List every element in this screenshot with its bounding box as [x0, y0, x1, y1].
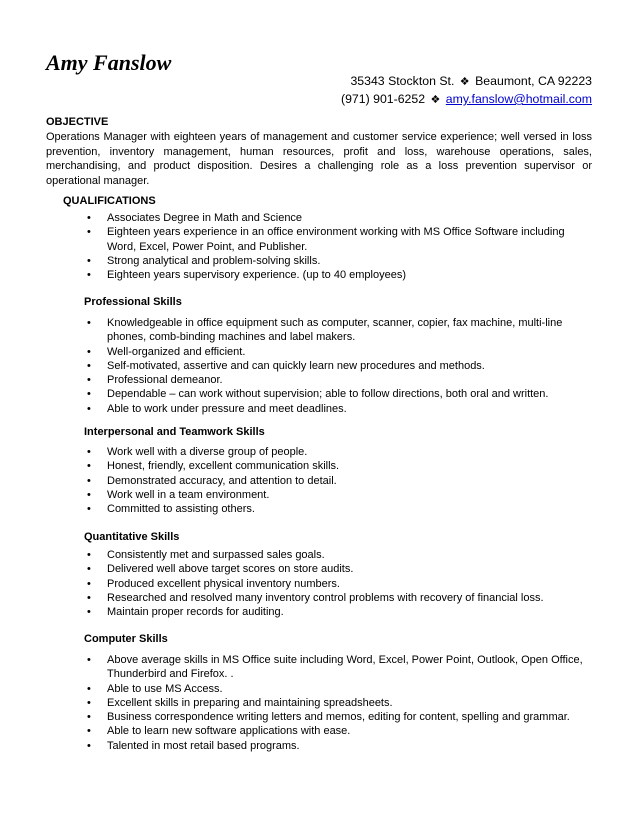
- city-state-zip: Beaumont, CA 92223: [475, 74, 592, 88]
- list-item: • Work well in a team environment.: [84, 488, 594, 502]
- list-item: • Consistently met and surpassed sales goals.: [84, 548, 594, 562]
- computer-skills-heading: Computer Skills: [84, 633, 168, 645]
- list-item: • Well-organized and efficient.: [84, 345, 594, 359]
- qualifications-heading: QUALIFICATIONS: [63, 195, 156, 207]
- email-link[interactable]: amy.fanslow@hotmail.com: [445, 92, 592, 106]
- list-item: • Demonstrated accuracy, and attention to detail.: [84, 474, 594, 488]
- list-item: • Dependable – can work without supervision; able to follow directions, both oral and written.: [84, 387, 594, 401]
- list-item: • Associates Degree in Math and Science: [84, 211, 594, 225]
- list-item: • Knowledgeable in office equipment such as computer, scanner, copier, fax machine, multi-line phones, comb-binding machines and label makers.: [84, 316, 594, 345]
- list-item: • Business correspondence writing letters and memos, editing for content, spelling and grammar.: [84, 710, 594, 724]
- quantitative-skills-list: [84, 548, 594, 619]
- list-item: • Work well with a diverse group of people.: [84, 445, 594, 459]
- interpersonal-skills-list: [84, 445, 594, 516]
- list-item: • Self-motivated, assertive and can quickly learn new procedures and methods.: [84, 359, 594, 373]
- interpersonal-skills-heading: Interpersonal and Teamwork Skills: [84, 426, 265, 438]
- list-item: • Committed to assisting others.: [84, 502, 594, 516]
- objective-heading: OBJECTIVE: [46, 116, 109, 128]
- address-line: [341, 73, 592, 91]
- street-address: 35343 Stockton St.: [350, 74, 455, 88]
- list-item: • Strong analytical and problem-solving skills.: [84, 254, 594, 268]
- list-item: • Eighteen years experience in an office environment working with MS Office Software including Word, Excel, Power Point, and Publisher.: [84, 225, 594, 254]
- list-item: • Delivered well above target scores on store audits.: [84, 562, 594, 576]
- list-item: • Excellent skills in preparing and maintaining spreadsheets.: [84, 696, 594, 710]
- list-item: • Researched and resolved many inventory control problems with recovery of financial loss.: [84, 591, 594, 605]
- list-item: • Able to work under pressure and meet deadlines.: [84, 402, 594, 416]
- list-item: • Produced excellent physical inventory numbers.: [84, 577, 594, 591]
- computer-skills-list: [84, 653, 594, 753]
- list-item: • Eighteen years supervisory experience. (up to 40 employees): [84, 268, 594, 282]
- phone-number: (971) 901-6252: [340, 92, 426, 106]
- contact-block: [341, 73, 592, 109]
- list-item: • Honest, friendly, excellent communication skills.: [84, 459, 594, 473]
- phone-email-line: [341, 91, 592, 109]
- list-item: • Above average skills in MS Office suite including Word, Excel, Power Point, Outlook, Open Office, Thunderbird and Firefox. .: [84, 653, 594, 682]
- diamond-separator-icon: ❖: [430, 94, 441, 106]
- list-item: • Able to learn new software applications with ease.: [84, 724, 594, 738]
- qualifications-list: [84, 211, 594, 282]
- diamond-separator-icon: ❖: [459, 76, 470, 88]
- professional-skills-list: [84, 316, 594, 416]
- professional-skills-heading: Professional Skills: [84, 296, 182, 308]
- list-item: • Able to use MS Access.: [84, 682, 594, 696]
- list-item: • Professional demeanor.: [84, 373, 594, 387]
- list-item: • Maintain proper records for auditing.: [84, 605, 594, 619]
- objective-text: Operations Manager with eighteen years of management and customer service experience; well versed in loss prevention, inventory management, human resources, profit and loss, warehouse operations, sales, merchandising, and product disposition. Desires a challenging role as a loss prevention supervisor or operational manager.: [46, 131, 592, 187]
- candidate-name: Amy Fanslow: [46, 50, 172, 75]
- quantitative-skills-heading: Quantitative Skills: [84, 531, 180, 543]
- list-item: • Talented in most retail based programs.: [84, 739, 594, 753]
